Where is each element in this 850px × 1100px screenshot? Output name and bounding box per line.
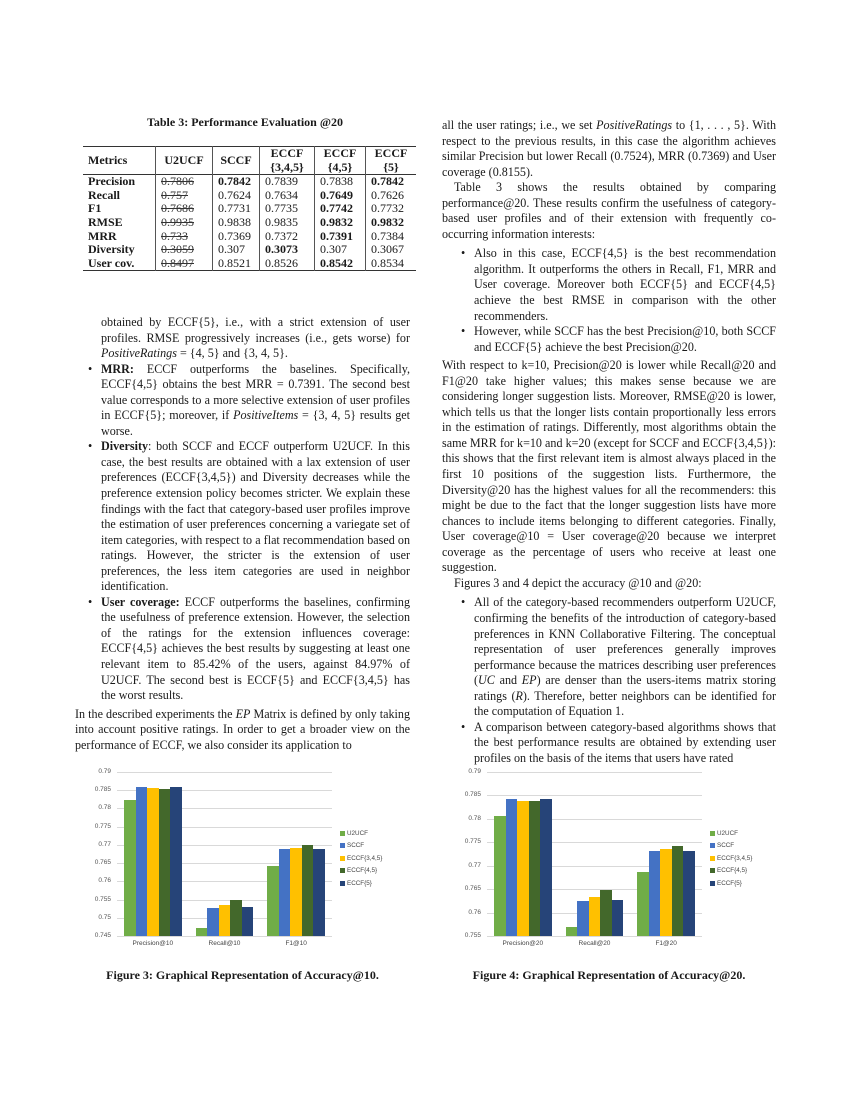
metric-value: 0.7624 [213, 189, 260, 203]
metric-value: 0.7369 [213, 230, 260, 244]
metric-value: 0.3073 [260, 243, 315, 257]
y-tick-label: 0.78 [98, 804, 111, 812]
gridline [487, 772, 702, 773]
legend-label: SCCF [347, 842, 365, 850]
y-tick-label: 0.775 [464, 838, 481, 846]
figure-4-caption: Figure 4: Graphical Representation of Accuracy@20. [472, 968, 746, 982]
legend-label: U2UCF [347, 829, 368, 837]
y-tick-label: 0.785 [464, 791, 481, 799]
metric-value: 0.7839 [260, 175, 315, 189]
metric-value: 0.8526 [260, 257, 315, 271]
legend-swatch-icon [710, 881, 715, 886]
metric-value: 0.7686 [156, 202, 213, 216]
header-eccf345: ECCF {3,4,5} [260, 147, 315, 175]
table3-bullet-list [442, 246, 776, 355]
x-category-label: Recall@20 [578, 940, 611, 947]
metric-value: 0.7626 [371, 187, 404, 202]
bar [290, 848, 302, 936]
metric-value: 0.7372 [260, 230, 315, 244]
bar [219, 905, 231, 936]
table-header-row [83, 147, 416, 175]
table-title: Table 3: Performance Evaluation @20 [146, 115, 344, 129]
gridline [487, 795, 702, 796]
bar [589, 897, 601, 936]
bar [267, 866, 279, 936]
y-tick-label: 0.765 [464, 885, 481, 893]
bar [136, 787, 148, 936]
metric-value: 0.307 [315, 243, 366, 257]
bar [612, 900, 624, 936]
chart-legend [340, 827, 382, 890]
bar [230, 900, 242, 936]
metric-value: 0.3059 [156, 243, 213, 257]
legend-swatch-icon [710, 856, 715, 861]
bar [506, 799, 518, 936]
y-tick-label: 0.79 [98, 768, 111, 775]
y-tick-label: 0.765 [94, 859, 111, 867]
header-eccf45: ECCF {4,5} [315, 147, 366, 175]
y-tick-label: 0.78 [468, 814, 481, 822]
metrics-bullet-list [101, 362, 410, 704]
legend-swatch-icon [710, 831, 715, 836]
metric-name: F1 [83, 202, 156, 216]
bullet-mrr: • MRR: ECCF outperforms the baselines. Specifically, ECCF{4,5} obtains the best MRR = 0.7391. The second best value corresponds to a more selective extension of user profiles in ECCF{5}; moreover, if PositiveItems = {3, 4, 5} results get worse. [101, 362, 410, 440]
k-comparison-paragraph: With respect to k=10, Precision@20 is lower while Recall@20 and F1@20 take higher values; this makes sense because we are considering longer suggestion lists. Moreover, RMSE@20 is lower, which tells us that the longer lists contain proportionally less errors in the estimation of ratings. Differently, most algorithms obtain the same MRR for k=10 and k=20 (except for SCCF and ECCF{3,4,5}): this shows that the first relevant item is almost always placed in the first 10 positions of the suggestion lists. Furthermore, the Diversity@20 has the highest values for all the recommenders: this might be due to the fact that the longer suggestion lists have more chances to include items belonging to different categories. Finally, User coverage@10 = User coverage@20 because we interpret coverage as the percentage of users who receive at least one suggestion. [442, 358, 776, 575]
y-tick-label: 0.775 [94, 822, 111, 830]
bullet-category-based: • All of the category-based recommenders outperform U2UCF, confirming the benefits of the introduction of category-based preferences in KNN Collaborative Filtering. The conceptual representation of user preferences generally improves performance because the matrices describing user preferences (UC and EP) are denser than the users-items matrix storing ratings (R). Therefore, better neighbors can be identified for the computation of Equation 1. [474, 595, 776, 719]
bar [577, 901, 589, 936]
legend-item [340, 865, 382, 878]
bar [196, 928, 208, 936]
y-tick-label: 0.755 [94, 895, 111, 903]
metric-name: Recall [83, 189, 156, 203]
metric-value: 0.8534 [371, 255, 404, 270]
table-row [83, 175, 416, 189]
positive-ratings-paragraph: all the user ratings; i.e., we set PositiveRatings to {1, . . . , 5}. With respect to the previous results, in this case the algorithm achieves similar Precision but lower Recall (0.7524), MRR (0.7369) and User coverage (0.8155). [442, 118, 776, 179]
bar [600, 890, 612, 936]
metric-value: 0.8542 [315, 257, 366, 271]
bullet-diversity: • Diversity: both SCCF and ECCF outperform U2UCF. In this case, the best results are obtained with a lax extension of user preferences (ECCF{3,4,5}) and Diversity decreases while the preference extension policy becomes stricter. We explain these findings with the fact that category-based user profiles improve the estimation of user preferences concerning a variegate set of item categories, with respect to a flat recommendation based on ratings. However, the stricter is the extension of user preferences, the less item categories are used in neighbor identification. [101, 439, 410, 594]
legend-swatch-icon [710, 843, 715, 848]
gridline [117, 772, 332, 773]
metric-value: 0.7391 [315, 230, 366, 244]
metric-name: User cov. [83, 257, 156, 271]
bar [540, 799, 552, 936]
y-tick-label: 0.75 [98, 913, 111, 921]
metric-name: Precision [83, 175, 156, 189]
bar [242, 907, 254, 936]
gridline [487, 936, 702, 937]
legend-item [710, 827, 752, 840]
y-tick-label: 0.77 [468, 861, 481, 869]
accuracy-at-10-chart [85, 765, 415, 955]
y-tick-label: 0.77 [98, 840, 111, 848]
bullet-precision: • However, while SCCF has the best Precision@10, both SCCF and ECCF{5} achieve the best Precision@20. [474, 324, 776, 355]
metric-value: 0.7806 [156, 175, 213, 189]
metric-value: 0.757 [156, 189, 213, 203]
metric-value: 0.7649 [315, 189, 366, 203]
legend-swatch-icon [710, 868, 715, 873]
bar [566, 927, 578, 936]
metric-value: 0.7838 [315, 175, 366, 189]
metric-value: 0.9838 [213, 216, 260, 230]
metric-value: 0.7732 [371, 201, 404, 216]
continued-paragraph: obtained by ECCF{5}, i.e., with a strict extension of user profiles. RMSE progressively increases (i.e., gets worse) for PositiveRatings = {4, 5} and {3, 4, 5}. [101, 315, 410, 361]
x-category-label: Precision@10 [132, 940, 174, 947]
metric-value: 0.7742 [315, 202, 366, 216]
x-category-label: Precision@20 [502, 940, 544, 947]
x-category-label: F1@20 [655, 940, 677, 947]
bar [279, 849, 291, 936]
metric-name: RMSE [83, 216, 156, 230]
bar [517, 801, 529, 936]
metric-value: 0.733 [156, 230, 213, 244]
table-row [83, 257, 416, 271]
header-sccf: SCCF [213, 147, 260, 175]
bullet-user-coverage: • User coverage: ECCF outperforms the baselines, confirming the usefulness of preference extension. However, the selection of the ratings for the extension influences coverage: ECCF{4,5} achieves the best results by suggesting at least one relevant item to 85.42% of the users, against 84.97% of U2UCF. The second best is ECCF{5} and ECCF{3,4,5} has the worst results. [101, 595, 410, 704]
legend-label: SCCF [717, 842, 735, 850]
legend-label: ECCF{4,5} [717, 867, 748, 875]
legend-label: ECCF{5} [347, 879, 372, 887]
metric-value: 0.9835 [260, 216, 315, 230]
header-eccf5: ECCF {5} [374, 146, 408, 174]
legend-item [710, 877, 752, 890]
table-row [83, 243, 416, 257]
ep-matrix-paragraph: In the described experiments the EP Matrix is defined by only taking into account positive ratings. In order to get a broader view on the performance of ECCF, we also consider its application to [75, 706, 410, 752]
metric-value: 0.7384 [371, 228, 404, 243]
metric-name: Diversity [83, 243, 156, 257]
figures-bullet-list [442, 595, 776, 766]
legend-label: ECCF{4,5} [347, 867, 378, 875]
metric-value: 0.7842 [213, 175, 260, 189]
legend-item [710, 840, 752, 853]
metric-value: 0.7731 [213, 202, 260, 216]
bar [124, 800, 136, 936]
metric-value: 0.9832 [371, 214, 404, 229]
y-tick-label: 0.745 [94, 932, 111, 939]
table3-paragraph: Table 3 shows the results obtained by comparing performance@20. These results confirm the usefulness of category-based user profiles and of their extension with frequently co-occurring information interests: [442, 180, 776, 241]
bar [494, 816, 506, 936]
legend-swatch-icon [340, 856, 345, 861]
legend-swatch-icon [340, 881, 345, 886]
metric-value: 0.7634 [260, 189, 315, 203]
gridline [117, 936, 332, 937]
accuracy-at-20-chart [455, 765, 785, 955]
bar [683, 851, 695, 936]
bar [302, 845, 314, 936]
header-metrics: Metrics [83, 147, 156, 175]
chart-legend [710, 827, 752, 890]
x-category-label: F1@10 [285, 940, 307, 947]
metric-name: MRR [83, 230, 156, 244]
legend-item [340, 877, 382, 890]
legend-item [340, 827, 382, 840]
table-row [83, 202, 416, 216]
bullet-comparison: • A comparison between category-based algorithms shows that the best performance results are obtained by extending user profiles on the basis of the items that users have rated [474, 720, 776, 767]
legend-item [710, 865, 752, 878]
metric-value: 0.9935 [156, 216, 213, 230]
bar [170, 787, 182, 936]
legend-swatch-icon [340, 843, 345, 848]
legend-swatch-icon [340, 868, 345, 873]
header-u2ucf: U2UCF [156, 147, 213, 175]
y-tick-label: 0.79 [468, 768, 481, 775]
table-row [83, 216, 416, 230]
legend-item [340, 840, 382, 853]
y-tick-label: 0.785 [94, 786, 111, 794]
performance-table [83, 146, 416, 271]
y-tick-label: 0.76 [468, 908, 481, 916]
metric-value: 0.7842 [371, 174, 404, 189]
x-category-label: Recall@10 [208, 940, 241, 947]
metric-value: 0.7735 [260, 202, 315, 216]
legend-label: ECCF{3,4,5} [717, 854, 753, 862]
legend-label: U2UCF [717, 829, 738, 837]
bar [672, 846, 684, 936]
bar [207, 908, 219, 936]
bar [660, 849, 672, 936]
metric-value: 0.8497 [156, 257, 213, 271]
metric-value: 0.3067 [371, 242, 404, 257]
legend-label: ECCF{3,4,5} [347, 854, 383, 862]
y-tick-label: 0.76 [98, 877, 111, 885]
bullet-best-algorithm: • Also in this case, ECCF{4,5} is the best recommendation algorithm. It outperforms the others in Recall, F1, MRR and User coverage. Moreover both ECCF{5} and ECCF{4,5} achieve the best RMSE in comparison with the other recommenders. [474, 246, 776, 324]
metric-value: 0.307 [213, 243, 260, 257]
y-tick-label: 0.755 [464, 932, 481, 939]
legend-item [710, 852, 752, 865]
right-column [442, 118, 776, 766]
legend-swatch-icon [340, 831, 345, 836]
left-column [75, 315, 410, 753]
bar [313, 849, 325, 936]
figures-intro-paragraph: Figures 3 and 4 depict the accuracy @10 and @20: [454, 575, 702, 590]
legend-label: ECCF{5} [717, 879, 742, 887]
table-row [83, 230, 416, 244]
table-row [83, 189, 416, 203]
bar [649, 851, 661, 936]
legend-item [340, 852, 382, 865]
bar [147, 788, 159, 936]
metric-value: 0.9832 [315, 216, 366, 230]
bar [159, 789, 171, 936]
bar [529, 801, 541, 936]
figure-3-caption: Figure 3: Graphical Representation of Accuracy@10. [106, 968, 379, 982]
bar [637, 872, 649, 936]
metric-value: 0.8521 [213, 257, 260, 271]
